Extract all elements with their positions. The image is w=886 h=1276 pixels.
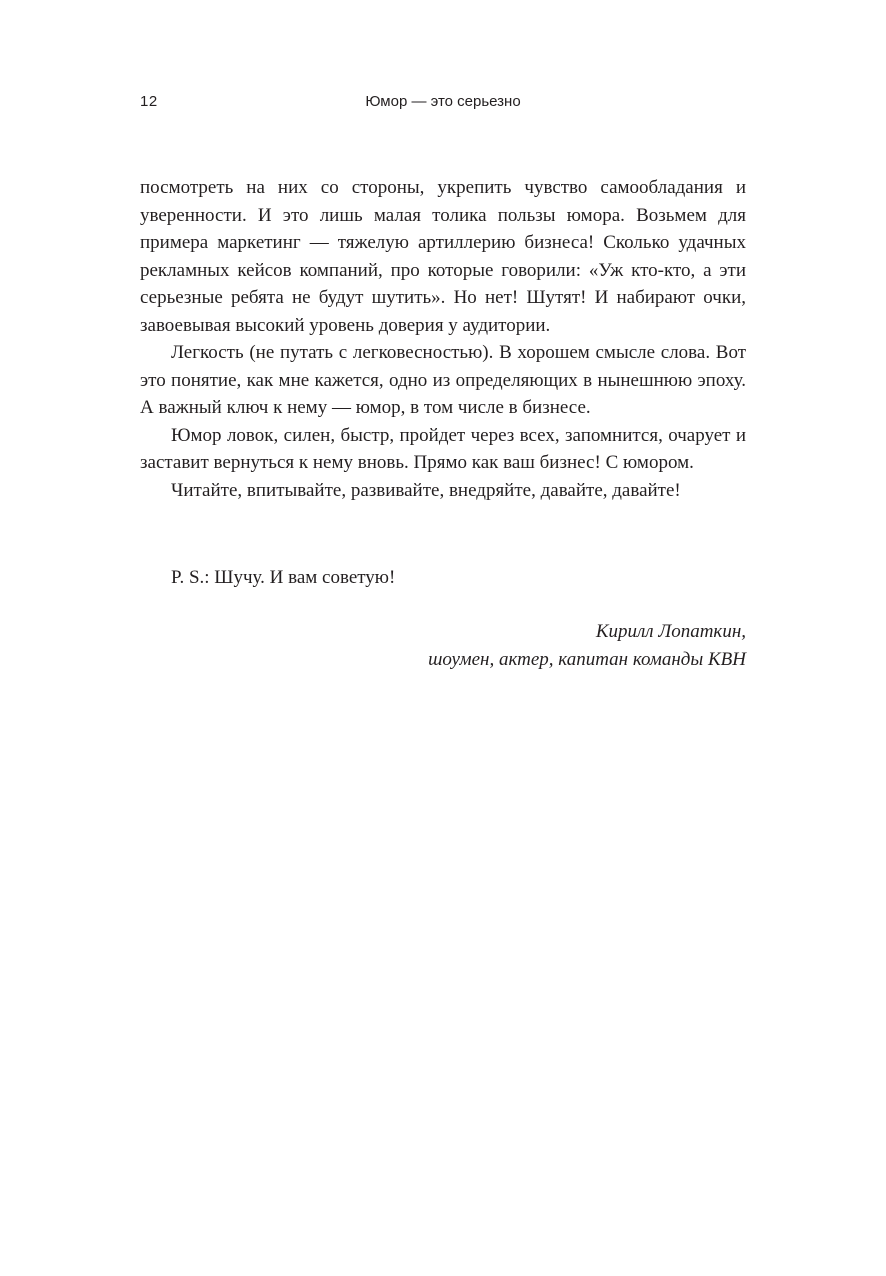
paragraph-1: посмотреть на них со стороны, укрепить чувство самообладания и уверенности. И это лишь малая толика пользы юмора. Возьмем для примера маркетинг — тяжелую артиллерию бизнеса! Сколько удачных рекламных кейсов компаний, про которые говорили: «Уж кто-кто, а эти серьезные ребята не будут шутить». Но нет! Шутят! И набирают очки, завоевывая высокий уровень доверия у аудитории. bbox=[140, 177, 746, 336]
signature-title: шоумен, актер, капитан команды КВН bbox=[428, 649, 746, 670]
running-title: Юмор — это серьезно bbox=[365, 93, 521, 110]
signature-name: Кирилл Лопаткин, bbox=[595, 621, 746, 642]
paragraph-3: Юмор ловок, силен, быстр, пройдет через всех, запомнится, очарует и заставит вернуться к нему вновь. Прямо как ваш бизнес! С юмором. bbox=[140, 424, 746, 473]
page-number: 12 bbox=[140, 93, 158, 110]
postscript: P. S.: Шучу. И вам советую! bbox=[171, 567, 396, 588]
body-text bbox=[140, 174, 746, 504]
signature bbox=[246, 618, 746, 674]
paragraph-4: Читайте, впитывайте, развивайте, внедряйте, давайте, давайте! bbox=[171, 479, 681, 501]
paragraph-2: Легкость (не путать с легковесностью). В хорошем смысле слова. Вот это понятие, как мне кажется, одно из определяющих в нынешнюю эпоху. А важный ключ к нему — юмор, в том числе в бизнесе. bbox=[140, 342, 746, 418]
